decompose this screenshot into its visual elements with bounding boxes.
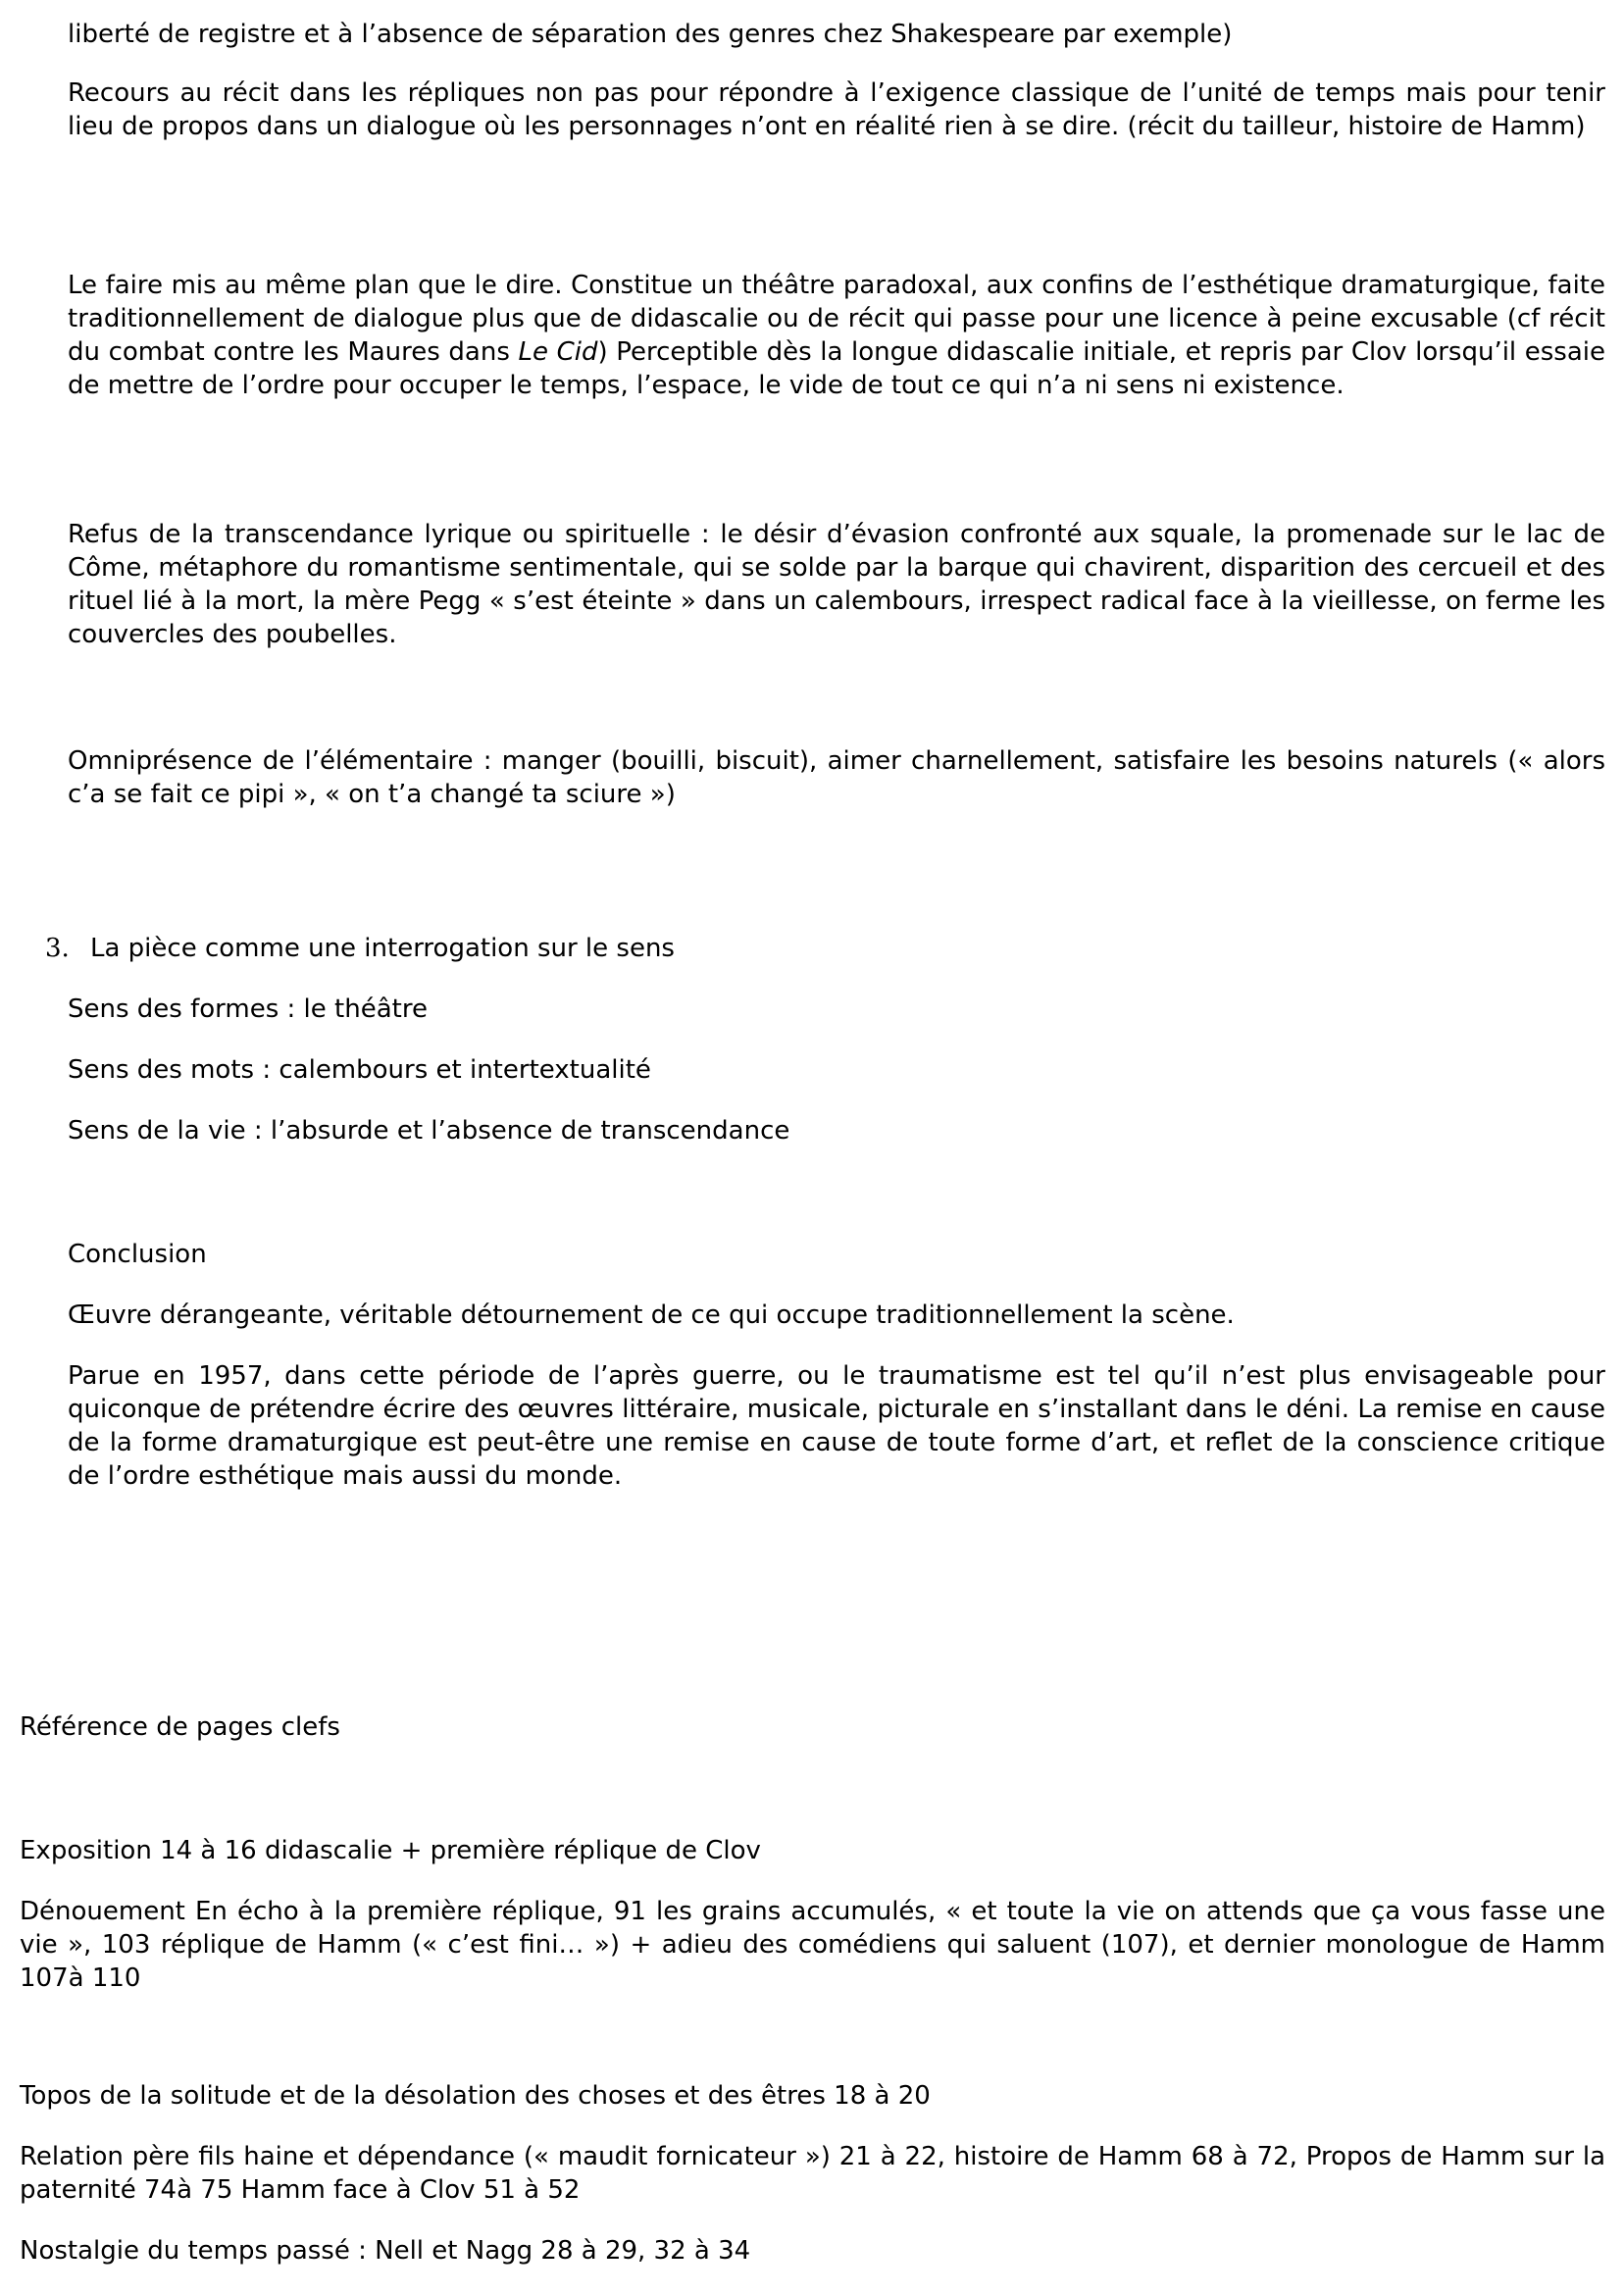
section-3-heading [45,932,1026,965]
paragraph-transcendance: Refus de la transcendance lyrique ou spirituelle : le désir d’évasion confronté aux squale, la promenade sur le lac de Côme, métaphore du romantisme sentimentale, qui se solde par la barque qui chavirent, disparition des cercueil et des rituel lié à la mort, la mère Pegg « s’est éteinte » dans un calembours, irrespect radical face à la vieillesse, on ferme les couvercles des poubelles. [68,520,1605,649]
paragraph-recit: Recours au récit dans les répliques non pas pour répondre à l’exigence classique de l’unité de temps mais pour tenir lieu de propos dans un dialogue où les personnages n’ont en réalité rien à se dire. (récit du tailleur, histoire de Hamm) [68,78,1605,141]
list-item-sens-mots: Sens des mots : calembours et intertextualité [68,1055,651,1085]
conclusion-heading: Conclusion [68,1240,207,1269]
reference-nostalgie: Nostalgie du temps passé : Nell et Nagg 28 à 29, 32 à 34 [20,2236,751,2266]
conclusion-paragraph-2: Parue en 1957, dans cette période de l’après guerre, ou le traumatisme est tel qu’il n’est plus envisageable pour quiconque de prétendre écrire des œuvres littéraire, musicale, picturale en s’installant dans le déni. La remise en cause de la forme dramaturgique est peut-être une remise en cause de toute forme d’art, et reflet de la conscience critique de l’ordre esthétique mais aussi du monde. [68,1361,1605,1491]
references-heading: Référence de pages clefs [20,1712,340,1742]
list-item-sens-vie: Sens de la vie : l’absurde et l’absence de transcendance [68,1116,790,1146]
paragraph-faire-dire-text-a: Le faire mis au même plan que le dire. Constitue un théâtre paradoxal, aux confins de l’esthétique dramaturgique, faite traditionnellement de dialogue plus que de didascalie ou de récit qui passe pour une licence à peine excusable (cf récit du combat contre les Maures dans [68,271,1605,367]
section-3-title: La pièce comme une interrogation sur le sens [90,934,675,963]
paragraph-registre: liberté de registre et à l’absence de séparation des genres chez Shakespeare par exemple) [68,20,1233,49]
le-cid-title: Le Cid [518,337,598,367]
section-3-number: 3. [45,934,70,963]
paragraph-elementaire: Omniprésence de l’élémentaire : manger (bouilli, biscuit), aimer charnellement, satisfaire les besoins naturels (« alors c’a se fait ce pipi », « on t’a changé ta sciure ») [68,746,1605,809]
reference-relation: Relation père fils haine et dépendance (« maudit fornicateur ») 21 à 22, histoire de Hamm 68 à 72, Propos de Hamm sur la paternité 74à 75 Hamm face à Clov 51 à 52 [20,2142,1605,2205]
reference-topos: Topos de la solitude et de la désolation des choses et des êtres 18 à 20 [20,2081,931,2111]
list-item-sens-formes: Sens des formes : le théâtre [68,994,428,1024]
reference-exposition: Exposition 14 à 16 didascalie + première réplique de Clov [20,1836,761,1865]
conclusion-paragraph-1: Œuvre dérangeante, véritable détournement de ce qui occupe traditionnellement la scène. [68,1300,1235,1330]
paragraph-faire-dire-text-b: ) Perceptible dès la longue didascalie initiale, et repris par Clov lorsqu’il essaie de mettre de l’ordre pour occuper le temps, l’espace, le vide de tout ce qui n’a ni sens ni existence. [68,337,1605,400]
reference-denouement: Dénouement En écho à la première réplique, 91 les grains accumulés, « et toute la vie on attends que ça vous fasse une vie », 103 réplique de Hamm (« c’est fini… ») + adieu des comédiens qui saluent (107), et dernier monologue de Hamm 107à 110 [20,1897,1605,1993]
paragraph-faire-dire [68,269,1605,402]
